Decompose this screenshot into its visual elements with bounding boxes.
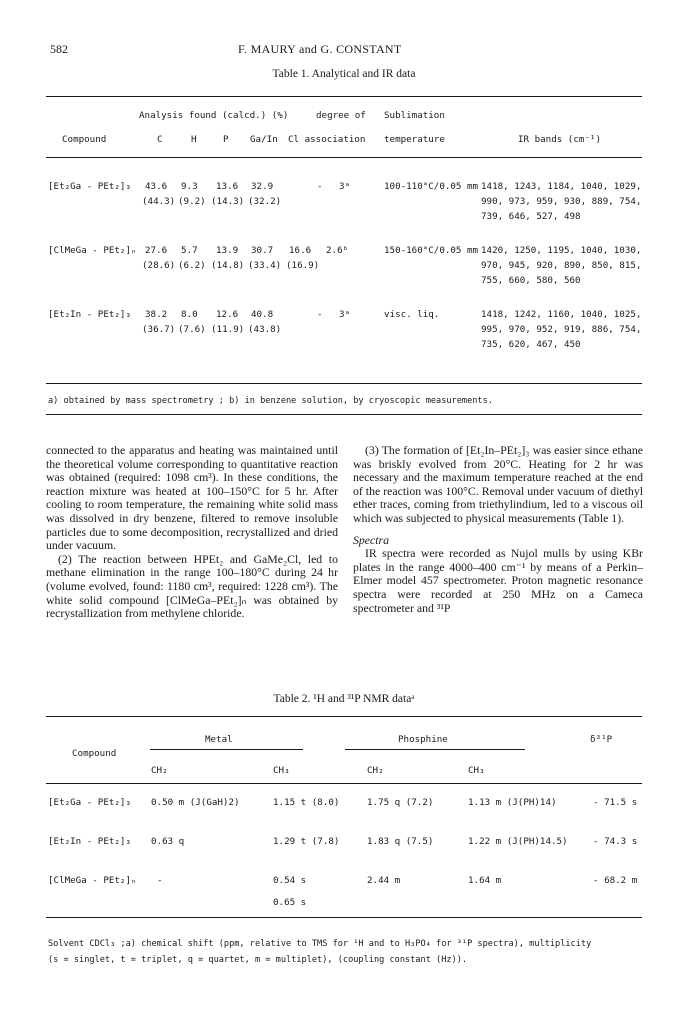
table2-header-metal-ch3: CH₃ — [273, 765, 290, 776]
table2-row2-metal-ch3: 1.29 t (7.8) — [273, 836, 340, 847]
table1-row1-cl: - — [317, 181, 323, 192]
table1-row3-compound: [Et₂In - PEt₂]₃ — [48, 309, 131, 320]
table1-row3-p-calcd: (11.9) — [211, 324, 245, 335]
table1-row2-ir-2: 970, 945, 920, 890, 850, 815, — [481, 260, 642, 271]
table1-row2-p: 13.9 — [216, 245, 239, 256]
table1-row1-h: 9.3 — [181, 181, 198, 192]
table1-row2-h: 5.7 — [181, 245, 198, 256]
table1-row3-sublimation: visc. liq. — [384, 309, 440, 320]
table1-row1-assoc: 3ᵃ — [339, 181, 351, 192]
table2-header-metal-ch2: CH₂ — [151, 765, 168, 776]
table2-row2-phosphine-ch3: 1.22 m (J(PH)14.5) — [468, 836, 568, 847]
table2-header-compound: Compound — [72, 748, 117, 759]
table1-row3-h-calcd: (7.6) — [178, 324, 206, 335]
table2-row2-metal-ch2: 0.63 q — [151, 836, 185, 847]
table1-header-compound: Compound — [62, 134, 107, 145]
table2-row2-delta: - 74.3 s — [593, 836, 638, 847]
table1-row2-assoc: 2.6ᵇ — [326, 245, 349, 256]
table1-row2-c-calcd: (28.6) — [142, 260, 176, 271]
table1-top-rule — [46, 96, 642, 97]
table1-row1-ir-2: 990, 973, 959, 930, 889, 754, — [481, 196, 642, 207]
table1-header-h: H — [191, 134, 197, 145]
table2-top-rule — [46, 716, 642, 717]
spectra-heading: Spectra — [353, 532, 390, 547]
table1-row1-c: 43.6 — [145, 181, 168, 192]
table1-row3-ir-1: 1418, 1242, 1160, 1040, 1025, — [481, 309, 642, 320]
table2-row3-metal-ch2: - — [157, 875, 163, 886]
body-left-column — [46, 444, 338, 621]
table2-row3-metal-ch3: 0.54 s — [273, 875, 307, 886]
table1-header-rule — [46, 157, 642, 158]
table2-header-rule — [46, 783, 642, 784]
body-left-paragraph-1: connected to the apparatus and heating was maintained until the theoretical volume corresponding to quantitative reaction was obtained (required: 1098 cm³). In these conditions, the reaction mixture was heated at 100–150°C for 5 hr. After cooling to room temperature, the remaining white solid mass was dissolved in dry benzene, filtered to remove insoluble particles due to some decomposition, recrystallized and dried under vacuum. — [46, 443, 338, 553]
table1-header-sublimation: Sublimation — [384, 110, 445, 121]
running-header-authors: F. MAURY and G. CONSTANT — [238, 42, 402, 56]
table1-row1-ga: 32.9 — [251, 181, 274, 192]
table1-header-c: C — [157, 134, 163, 145]
table1-row2-sublimation: 150-160°C/0.05 mm — [384, 245, 479, 256]
table2-row3-metal-ch3-second: 0.65 s — [273, 897, 307, 908]
table1-row3-c-calcd: (36.7) — [142, 324, 176, 335]
table1-row3-cl: - — [317, 309, 323, 320]
table1-row3-assoc: 3ᵃ — [339, 309, 351, 320]
table1-row1-c-calcd: (44.3) — [142, 196, 176, 207]
table1-row1-ga-calcd: (32.2) — [248, 196, 282, 207]
table1-header-ga-in: Ga/In — [250, 134, 278, 145]
table1-row2-ir-1: 1420, 1250, 1195, 1040, 1030, — [481, 245, 642, 256]
table1-header-analysis: Analysis found (calcd.) (%) — [139, 110, 289, 121]
table1-row2-p-calcd: (14.8) — [211, 260, 245, 271]
body-right-paragraph-1: (3) The formation of [Et₂In–PEt₂]₃ was easier since ethane was briskly evolved from 20°C. Heating for 2 hr was necessary and the maximum temperature reached at the end of the reaction was 100°C. Removal under vacuum of diethyl ether traces, coming from triethylindium, led to a viscous oil which was subjected to physical measurements (Table 1). — [353, 443, 643, 525]
table2-row3-delta: - 68.2 m — [593, 875, 638, 886]
table2-row1-phosphine-ch2: 1.75 q (7.2) — [367, 797, 434, 808]
table2-metal-rule — [150, 749, 303, 750]
table1-footnote-rule — [46, 414, 642, 415]
table1-header-degree: degree of — [316, 110, 366, 121]
table1-bottom-rule — [46, 383, 642, 384]
table2-row1-metal-ch3: 1.15 t (8.0) — [273, 797, 340, 808]
table1-row3-h: 8.0 — [181, 309, 198, 320]
body-left-paragraph-2: (2) The reaction between HPEt₂ and GaMe₂Cl, led to methane elimination in the range 100–180°C during 24 hr (volume evolved, found: 1180 cm³, required: 1228 cm³). The white solid compound [ClMeGa–PEt₂]ₙ was obtained by recrystallization from methylene chloride. — [46, 551, 338, 621]
table1-row2-cl-calcd: (16.9) — [286, 260, 320, 271]
table1-row3-in: 40.8 — [251, 309, 274, 320]
table2-row3-compound: [ClMeGa - PEt₂]ₙ — [48, 875, 137, 886]
table1-row1-p-calcd: (14.3) — [211, 196, 245, 207]
table1-caption: Table 1. Analytical and IR data — [272, 68, 416, 80]
table1-header-cl-association: Cl association — [288, 134, 366, 145]
table2-row1-metal-ch2: 0.50 m (J(GaH)2) — [151, 797, 240, 808]
body-right-column — [353, 444, 643, 615]
table2-row1-phosphine-ch3: 1.13 m (J(PH)14) — [468, 797, 557, 808]
table2-footnote-line2: (s = singlet, t = triplet, q = quartet, m = multiplet), (coupling constant (Hz)). — [48, 955, 468, 965]
table2-footnote-line1: Solvent CDCl₃ ;a) chemical shift (ppm, relative to TMS for ¹H and to H₃PO₄ for ³¹P spectra), multiplicity — [48, 939, 592, 949]
table2-header-phosphine-ch3: CH₃ — [468, 765, 485, 776]
table1-row1-sublimation: 100-110°C/0.05 mm — [384, 181, 479, 192]
table2-header-metal: Metal — [205, 734, 233, 745]
table2-row3-phosphine-ch2: 2.44 m — [367, 875, 401, 886]
table2-row3-phosphine-ch3: 1.64 m — [468, 875, 502, 886]
table2-bottom-rule — [46, 917, 642, 918]
table1-row2-h-calcd: (6.2) — [178, 260, 206, 271]
table1-row1-ir-1: 1418, 1243, 1184, 1040, 1029, — [481, 181, 642, 192]
table1-footnote: a) obtained by mass spectrometry ; b) in benzene solution, by cryoscopic measurements. — [48, 396, 493, 406]
table1-header-temperature: temperature — [384, 134, 445, 145]
table1-row3-in-calcd: (43.8) — [248, 324, 282, 335]
table1-row2-cl: 16.6 — [289, 245, 312, 256]
table1-row2-c: 27.6 — [145, 245, 168, 256]
table2-phosphine-rule — [345, 749, 525, 750]
table1-header-ir-bands: IR bands (cm⁻¹) — [518, 134, 601, 145]
table1-row2-ir-3: 755, 660, 580, 560 — [481, 275, 581, 286]
table1-row1-h-calcd: (9.2) — [178, 196, 206, 207]
table2-row2-compound: [Et₂In - PEt₂]₃ — [48, 836, 131, 847]
table1-row1-p: 13.6 — [216, 181, 239, 192]
table1-row3-ir-3: 735, 620, 467, 450 — [481, 339, 581, 350]
table1-header-p: P — [223, 134, 229, 145]
table2-header-delta: δ³¹P — [590, 734, 613, 745]
table2-caption: Table 2. ¹H and ³¹P NMR dataᵃ — [273, 693, 415, 705]
table1-row1-compound: [Et₂Ga - PEt₂]₃ — [48, 181, 131, 192]
table1-row2-ga: 30.7 — [251, 245, 274, 256]
table1-row2-compound: [ClMeGa - PEt₂]ₙ — [48, 245, 137, 256]
table2-row1-delta: - 71.5 s — [593, 797, 638, 808]
table1-row1-ir-3: 739, 646, 527, 498 — [481, 211, 581, 222]
table2-header-phosphine: Phosphine — [398, 734, 448, 745]
table2-row1-compound: [Et₂Ga - PEt₂]₃ — [48, 797, 131, 808]
body-right-paragraph-2: IR spectra were recorded as Nujol mulls by using KBr plates in the range 4000–400 cm⁻¹ by means of a Perkin–Elmer model 457 spectrometer. Proton magnetic resonance spectra were recorded at 250 MHz on a Cameca spectrometer and ³¹P — [353, 546, 643, 615]
table1-row3-c: 38.2 — [145, 309, 168, 320]
table1-row3-p: 12.6 — [216, 309, 239, 320]
table1-row3-ir-2: 995, 970, 952, 919, 886, 754, — [481, 324, 642, 335]
page-number: 582 — [50, 42, 68, 56]
table2-header-phosphine-ch2: CH₂ — [367, 765, 384, 776]
table1-row2-ga-calcd: (33.4) — [248, 260, 282, 271]
table2-row2-phosphine-ch2: 1.83 q (7.5) — [367, 836, 434, 847]
